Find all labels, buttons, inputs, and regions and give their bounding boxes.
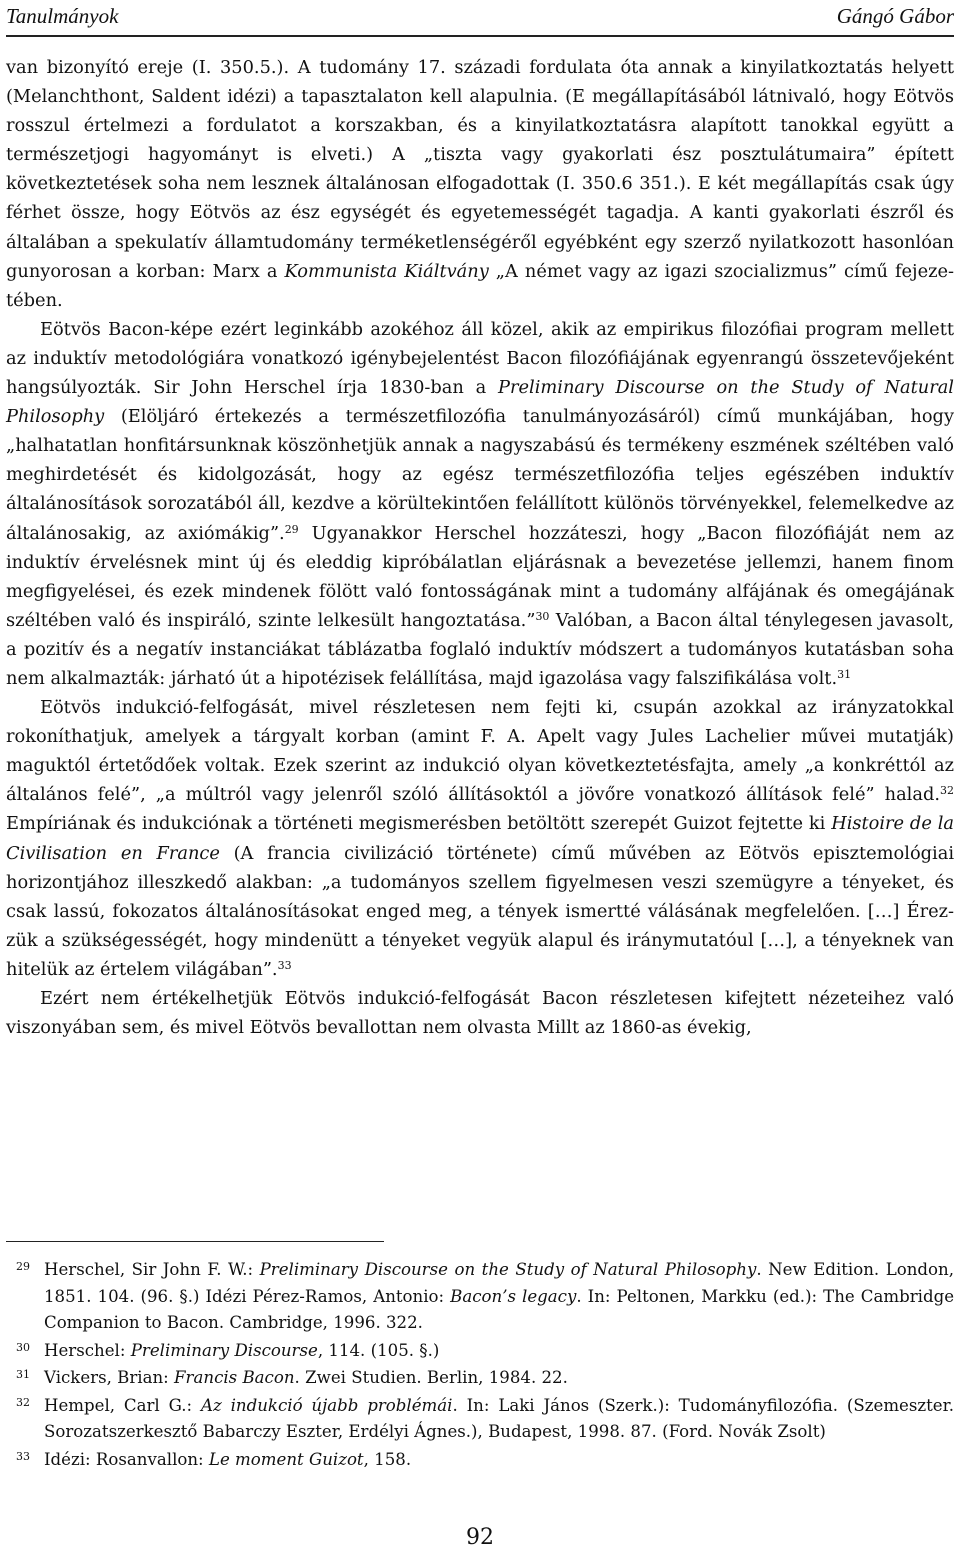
footnote-31 xyxy=(6,1365,954,1392)
footnote-text: Idézi: Rosanvallon: xyxy=(44,1449,209,1469)
paragraph-2-text-4: Valóban, a Bacon által ténylegesen javasolt, a pozitív és a negatív instanciákat táblázatba foglaló induktív módszert a tudományos kutatásban soha nem alkalmazták: járható út a hipotézisek felállítása, majd igazolása vagy falszifikálása volt. xyxy=(6,609,954,689)
footnote-text: . In: Laki János (Szerk.): Tudományfilozófia. (Szemeszter. Sorozatszerkesztő Babarczy Eszter, Erdélyi Ágnes.), Budapest, 1998. 87. (Ford. Novák Zsolt) xyxy=(44,1395,955,1441)
paragraph-3 xyxy=(6,693,954,984)
paragraph-4-text-1: Ezért nem értékelhetjük Eötvös indukció-felfogását Bacon részletesen kifejtett nézeteihez való viszonyában sem, és mivel Eötvös bevallottan nem olvasta Millt az 1860-as évekig, xyxy=(6,988,954,1039)
paragraph-3-text-2: Empíriának és indukciónak a történeti megismerésben betöltött szerepét Guizot fejtette ki xyxy=(6,813,832,835)
footnote-text: Vickers, Brian: xyxy=(44,1368,175,1387)
footnote-ref-31[interactable]: 31 xyxy=(837,667,852,681)
paragraph-1 xyxy=(6,53,954,315)
paragraph-2-title-preliminary-discourse: Preliminary Discourse on the Study of Natural Philosophy xyxy=(6,377,954,428)
footnote-number: 33 xyxy=(16,1449,30,1463)
paragraph-1-text-1: van bizonyító ereje (I. 350.5.). A tudomány 17. századi fordulata óta annak a kinyilatkoztatás helyett (Melanchthont, Saldent idézi) a tapasztalaton kell alapulnia. (E megállapításából látnivaló, hogy Eötvös rosszul értelmezi a fordulatot a korszakban, és a kinyilatkoztatásra alapított tanokkal együtt a természetjogi hagyományt is elveti.) A „tiszta vagy gyakorlati ész posztulátumaira” épített következtetések soha nem lesznek általánosan elfogadottak (I. 350.6 351.). E két megállapítás csak úgy férhet össze, hogy Eötvös az ész egységét és egyetemességét tagadja. A kanti gyakorlati észről és általában a spekulatív államtudomány terméketlenségéről egyébként egy szerző nyilatkozott hasonlóan gunyorosan a korban: Marx a xyxy=(6,57,954,282)
paragraph-1-text-2: „A német vagy az igazi szocializmus” című fejezetében. xyxy=(6,260,955,311)
footnote-title: Preliminary Discourse xyxy=(130,1340,318,1360)
footnote-ref-32[interactable]: 32 xyxy=(940,784,954,798)
footnote-text: . New Edition. London, 1851. 104. (96. §.) Idézi Pérez-Ramos, Antonio: xyxy=(44,1260,954,1306)
paragraph-3-text-3: (A francia civilizáció története) című művében az Eötvös episztemológiai horizontjához illeszkedő alakban: „a tudományos szellem figyelmesen veszi szemügyre a tényeket, és csak lassú, fokozatos általánosításokat enged meg, a tények ismertté válásának megfelelően. […] Érezzük a szükségességét, hogy mindenütt a tényeket vegyük alapul és iránymutatóul […], a tényeknek van hitelük az értelem világában”. xyxy=(6,842,955,980)
footnote-32 xyxy=(6,1393,954,1446)
paragraph-4 xyxy=(6,984,954,1042)
header-rule xyxy=(6,35,954,37)
footnote-number: 29 xyxy=(16,1260,30,1273)
footnote-title: Preliminary Discourse on the Study of Natural Philosophy xyxy=(259,1260,757,1279)
footnote-number: 31 xyxy=(16,1368,30,1381)
paragraph-1-title-kommunista-kialtvany: Kommunista Kiáltvány xyxy=(284,260,489,282)
footnote-title: Francis Bacon xyxy=(174,1368,295,1387)
footnote-text: , 114. (105. §.) xyxy=(317,1340,440,1360)
paragraph-3-text-1: Eötvös indukció-felfogását, mivel részletesen nem fejti ki, csupán azokkal az irányzatokkal rokoníthatjuk, amelyek a tárgyalt korban (amint F. A. Apelt vagy Jules Lachelier művei mutatják) maguktól értetődőek voltak. Ezek szerint az indukció olyan következtetésfajta, amely „a konkréttól az általános felé”, „a múltról vagy jelenről szóló állításoktól a jövőre vonatkozó állítások felé” halad. xyxy=(6,697,954,806)
running-header xyxy=(6,2,954,34)
footnote-ref-33[interactable]: 33 xyxy=(277,958,292,972)
header-author: Gángó Gábor xyxy=(836,4,954,28)
footnotes xyxy=(6,1257,954,1474)
footnote-ref-30[interactable]: 30 xyxy=(535,609,550,623)
paragraph-2-text-3: Ugyanakkor Herschel hozzáteszi, hogy „Bacon filozófiáját nem az induktív érvelésnek mint új és eleddig kipróbálatlan eljárásnak a bevezetése jellemzi, hanem finom megfigyelései, és ezek mindenek fölött való fontosságának mint a tudomány alfájának és omegájának széltében való és inspiráló, szinte lelkesült hangoztatása.” xyxy=(6,522,954,631)
footnote-text: Hempel, Carl G.: xyxy=(44,1395,202,1415)
footnote-text: , 158. xyxy=(363,1449,412,1469)
footnote-33 xyxy=(6,1447,954,1474)
main-text xyxy=(6,53,954,1042)
footnote-29 xyxy=(6,1257,954,1337)
header-section-title: Tanulmányok xyxy=(6,4,119,28)
footnote-title: Az indukció újabb problémái xyxy=(201,1395,453,1415)
paragraph-3-title-histoire: Histoire de la Civilisation en France xyxy=(6,813,954,864)
footnote-separator xyxy=(6,1241,384,1242)
footnote-number: 32 xyxy=(16,1395,30,1409)
footnote-title: Le moment Guizot xyxy=(208,1449,364,1469)
footnote-number: 30 xyxy=(16,1340,30,1354)
page-number: 92 xyxy=(466,1525,494,1550)
footnote-text: . Zwei Studien. Berlin, 1984. 22. xyxy=(294,1368,568,1387)
footnote-text: . In: Peltonen, Markku (ed.): The Cambridge Companion to Bacon. Cambridge, 1996. 322. xyxy=(44,1286,955,1332)
paragraph-2-text-1: Eötvös Bacon-képe ezért leginkább azokéhoz áll közel, akik az empirikus filozófiai program mellett az induktív metodológiára vonatkozó igénybejelentést Bacon filozófiájának egyenrangú összetevőjeként hangsúlyozták. Sir John Herschel írja 1830-ban a xyxy=(6,318,954,399)
footnote-title: Bacon’s legacy xyxy=(450,1286,577,1306)
footnote-ref-29[interactable]: 29 xyxy=(284,522,299,536)
footnote-30 xyxy=(6,1338,954,1365)
paragraph-2-text-2: (Elöljáró értekezés a természetfilozófia tanulmányozásáról) című munkájában, hogy „halhatatlan honfitársunknak köszönhetjük annak a nagyszabású és termékeny eszmének széltében való meghirdetését és kidolgozását, hogy az egész természetfilozófia teljes egészében induktív általánosítások sorozatából áll, kezdve a körültekintően felállított különös törvényekkel, felemelkedve az általánosakig, az axiómákig”. xyxy=(6,406,954,544)
footnote-text: Herschel, Sir John F. W.: xyxy=(44,1260,260,1279)
paragraph-2 xyxy=(6,315,954,693)
footnote-text: Herschel: xyxy=(44,1340,131,1360)
